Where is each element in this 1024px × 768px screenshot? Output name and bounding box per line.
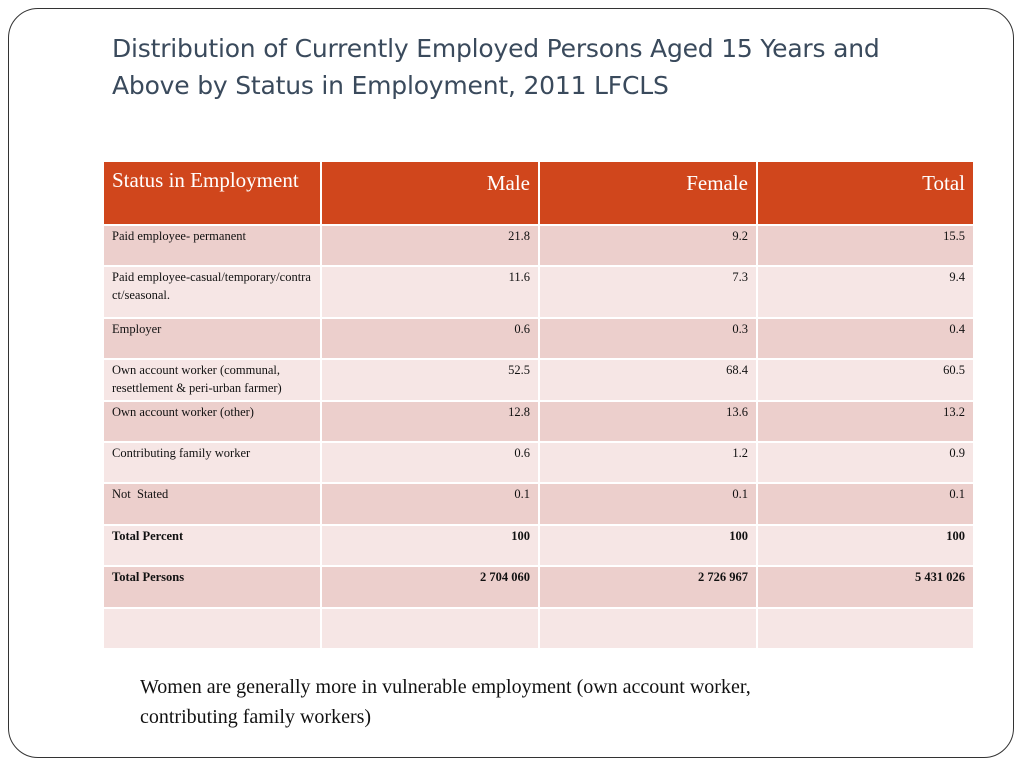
table-row (103, 483, 974, 525)
table-row (103, 401, 974, 442)
total-value: 13.2 (757, 401, 974, 442)
table-row (103, 318, 974, 359)
total-value: 15.5 (757, 225, 974, 266)
total-value: 100 (757, 525, 974, 566)
table-row (103, 266, 974, 318)
row-label: Contributing family worker (103, 442, 321, 483)
table-row (103, 225, 974, 266)
female-value: 0.3 (539, 318, 757, 359)
female-value: 9.2 (539, 225, 757, 266)
table-row-empty (103, 608, 974, 649)
female-value (539, 608, 757, 649)
header-male: Male (321, 161, 539, 225)
total-value: 0.1 (757, 483, 974, 525)
male-value: 11.6 (321, 266, 539, 318)
row-label: Paid employee-casual/temporary/contract/seasonal. (103, 266, 321, 318)
male-value: 2 704 060 (321, 566, 539, 608)
table-row (103, 442, 974, 483)
row-label: Paid employee- permanent (103, 225, 321, 266)
total-value (757, 608, 974, 649)
female-value: 0.1 (539, 483, 757, 525)
header-total: Total (757, 161, 974, 225)
male-value: 0.1 (321, 483, 539, 525)
total-value: 60.5 (757, 359, 974, 401)
total-value: 9.4 (757, 266, 974, 318)
row-label: Total Persons (103, 566, 321, 608)
row-label: Employer (103, 318, 321, 359)
male-value (321, 608, 539, 649)
female-value: 68.4 (539, 359, 757, 401)
employment-status-table (102, 160, 975, 650)
male-value: 0.6 (321, 442, 539, 483)
row-label: Not Stated (103, 483, 321, 525)
table-row (103, 359, 974, 401)
female-value: 100 (539, 525, 757, 566)
slide-caption: Women are generally more in vulnerable employment (own account worker, contributing family workers) (140, 676, 751, 728)
total-value: 0.4 (757, 318, 974, 359)
male-value: 0.6 (321, 318, 539, 359)
female-value: 1.2 (539, 442, 757, 483)
table-row (103, 525, 974, 566)
female-value: 7.3 (539, 266, 757, 318)
table-header-row (103, 161, 974, 225)
male-value: 52.5 (321, 359, 539, 401)
female-value: 2 726 967 (539, 566, 757, 608)
slide-title: Distribution of Currently Employed Persons Aged 15 Years and Above by Status in Employment, 2011 LFCLS (112, 34, 880, 100)
row-label: Own account worker (other) (103, 401, 321, 442)
male-value: 12.8 (321, 401, 539, 442)
row-label: Total Percent (103, 525, 321, 566)
total-value: 5 431 026 (757, 566, 974, 608)
male-value: 21.8 (321, 225, 539, 266)
row-label (103, 608, 321, 649)
row-label: Own account worker (communal, resettlement & peri-urban farmer) (103, 359, 321, 401)
total-value: 0.9 (757, 442, 974, 483)
female-value: 13.6 (539, 401, 757, 442)
male-value: 100 (321, 525, 539, 566)
header-female: Female (539, 161, 757, 225)
table-row (103, 566, 974, 608)
header-status: Status in Employment (103, 161, 321, 225)
